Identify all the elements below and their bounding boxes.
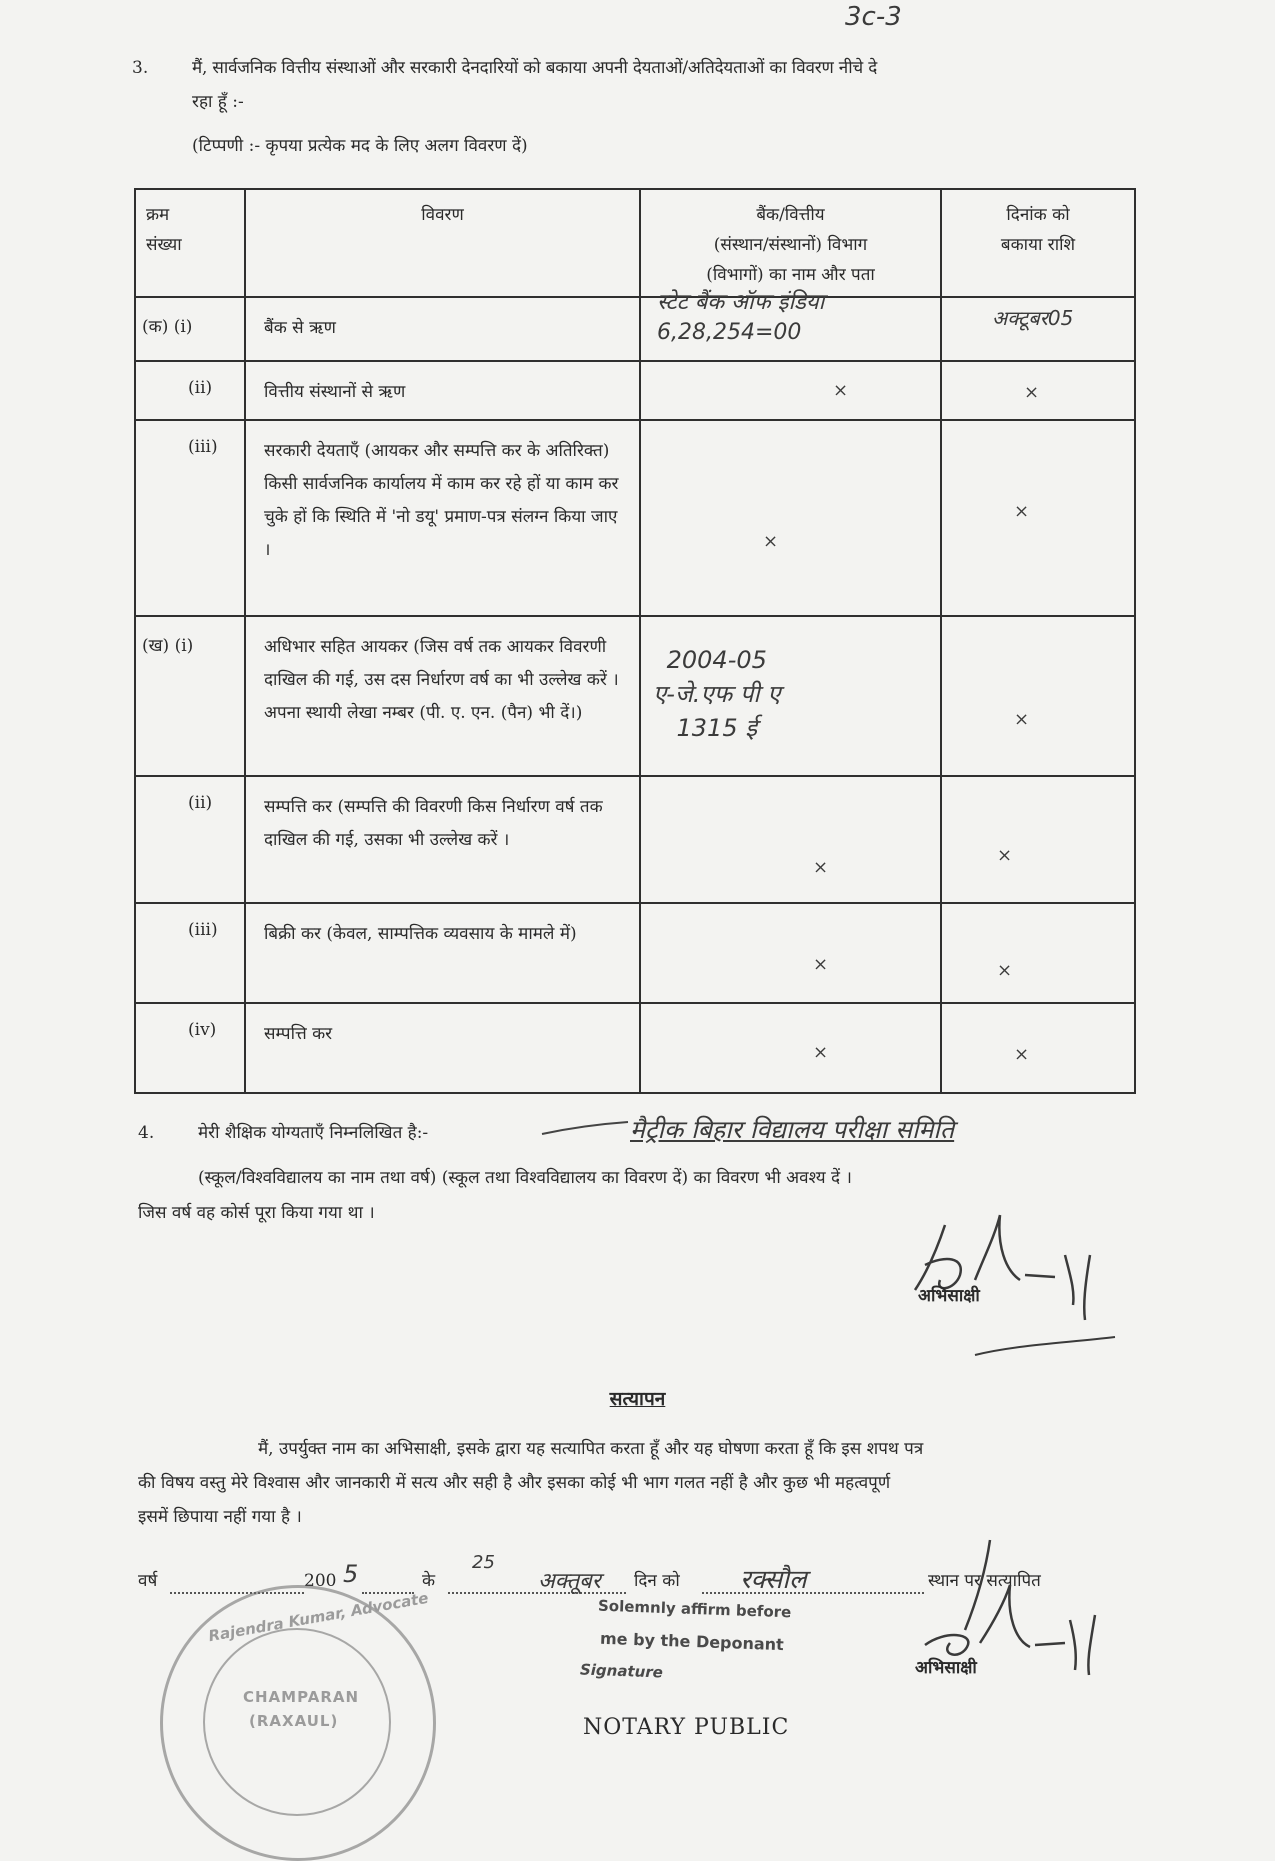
table-row <box>135 616 1135 776</box>
year-handwritten: 5 <box>343 1560 359 1588</box>
cross-mark: × <box>997 960 1013 981</box>
table-row <box>135 420 1135 616</box>
table-row <box>135 361 1135 420</box>
place-handwritten: रक्सौल <box>740 1565 807 1595</box>
day-label: दिन को <box>634 1571 680 1591</box>
section4-label: मेरी शैक्षिक योग्यताएँ निम्नलिखित है:- <box>198 1123 429 1143</box>
place-label: स्थान पर सत्यापित <box>928 1571 1041 1591</box>
header-details: विवरण <box>245 189 640 297</box>
header-bank: बैंक/वित्तीय (संस्थान/संस्थानों) विभाग (विभागों) का नाम और पता <box>640 189 941 297</box>
notary-line2: me by the Deponant <box>599 1628 785 1655</box>
verification-line3: इसमें छिपाया नहीं गया है । <box>138 1507 302 1527</box>
notary-line3: Signature <box>579 1660 664 1682</box>
cross-mark: × <box>1024 382 1040 403</box>
cross-mark: × <box>1014 1044 1030 1065</box>
row-serial: (ख) (i) <box>142 636 194 656</box>
cross-mark: × <box>763 531 779 552</box>
stamp-name: Rajendra Kumar, Advocate <box>207 1588 430 1646</box>
table-row <box>135 903 1135 1003</box>
verification-line2: की विषय वस्तु मेरे विश्वास और जानकारी में सत्य और सही है और इसका कोई भी भाग गलत नहीं है और कुछ भी महत्वपूर्ण <box>138 1473 891 1493</box>
section3-note: (टिप्पणी :- कृपया प्रत्येक मद के लिए अलग विवरण दें) <box>192 136 528 156</box>
row-serial: (ii) <box>188 378 213 398</box>
header-serial: क्रम संख्या <box>135 189 245 297</box>
cross-mark: × <box>1014 501 1030 522</box>
liabilities-table <box>134 188 1136 1094</box>
bank-loan-handwritten: स्टेट बैंक ऑफ इंडिया 6,28,254=00 <box>657 290 825 345</box>
row-description: सरकारी देयताएँ (आयकर और सम्पत्ति कर के अतिरिक्त) किसी सार्वजनिक कार्यालय में काम कर रहे हों या काम कर चुके हों कि स्थिति में 'नो डयू' प्रमाण-पत्र संलग्न किया जाए । <box>264 441 619 560</box>
section4-number: 4. <box>138 1123 155 1143</box>
row-serial: (iv) <box>188 1020 217 1040</box>
table-row <box>135 1003 1135 1093</box>
deponent-label: अभिसाक्षी <box>918 1286 980 1306</box>
income-tax-handwritten: 2004-05 ए-जे.एफ पी ए 1315 ई <box>653 646 781 742</box>
notary-line1: Solemnly affirm before <box>597 1596 792 1622</box>
year-prefix: 200 <box>304 1571 337 1591</box>
cross-mark: × <box>1014 709 1030 730</box>
day-handwritten: 25 <box>472 1552 495 1573</box>
cross-mark: × <box>813 1042 829 1063</box>
row-serial: (क) (i) <box>142 317 193 337</box>
month-handwritten: अक्तूबर <box>538 1569 601 1594</box>
section3-number: 3. <box>132 58 149 78</box>
advocate-stamp <box>160 1585 436 1861</box>
cross-mark: × <box>997 845 1013 866</box>
qualification-handwritten: मैट्रीक बिहार विद्यालय परीक्षा समिति <box>630 1115 955 1144</box>
page-number-mark: 3c-3 <box>845 2 902 32</box>
notary-public-title: NOTARY PUBLIC <box>583 1715 790 1740</box>
section4-line2: (स्कूल/विश्वविद्यालय का नाम तथा वर्ष) (स्कूल तथा विश्वविद्यालय का विवरण दें) का विवरण भी अवश्य दें । <box>198 1168 852 1188</box>
row-description: अधिभार सहित आयकर (जिस वर्ष तक आयकर विवरणी दाखिल की गई, उस दस निर्धारण वर्ष का भी उल्लेख करें । अपना स्थायी लेखा नम्बर (पी. ए. एन. (पैन) भी दें।) <box>264 637 619 723</box>
row-description: वित्तीय संस्थानों से ऋण <box>264 382 406 402</box>
cross-mark: × <box>813 954 829 975</box>
row-serial: (iii) <box>188 437 218 457</box>
table-row <box>135 776 1135 903</box>
row-description: सम्पत्ति कर (सम्पत्ति की विवरणी किस निर्धारण वर्ष तक दाखिल की गई, उसका भी उल्लेख करें । <box>264 797 603 850</box>
cross-mark: × <box>813 857 829 878</box>
bank-loan-date-handwritten: अक्टूबर05 <box>992 306 1074 330</box>
section3-intro-line2: रहा हूँ :- <box>192 92 244 112</box>
table-row <box>135 297 1135 361</box>
row-description: सम्पत्ति कर <box>264 1024 333 1044</box>
year-label: वर्ष <box>138 1571 158 1591</box>
ke-label: के <box>422 1571 436 1591</box>
place-dotted-line <box>702 1592 924 1594</box>
header-amount: दिनांक को बकाया राशि <box>941 189 1135 297</box>
row-description: बैंक से ऋण <box>264 318 336 338</box>
section3-intro-line1: मैं, सार्वजनिक वित्तीय संस्थाओं और सरकारी देनदारियों को बकाया अपनी देयताओं/अतिदेयताओं का विवरण नीचे दे <box>192 58 878 78</box>
table-header-row <box>135 189 1135 297</box>
deponent-label-2: अभिसाक्षी <box>915 1658 977 1678</box>
verification-line1: मैं, उपर्युक्त नाम का अभिसाक्षी, इसके द्वारा यह सत्यापित करता हूँ और यह घोषणा करता हूँ कि इस शपथ पत्र <box>258 1439 924 1459</box>
cross-mark: × <box>833 380 849 401</box>
row-description: बिक्री कर (केवल, साम्पत्तिक व्यवसाय के मामले में) <box>264 924 577 944</box>
pen-stroke-decoration <box>540 1120 630 1140</box>
row-serial: (ii) <box>188 793 213 813</box>
stamp-place2: (RAXAUL) <box>249 1712 339 1730</box>
row-serial: (iii) <box>188 920 218 940</box>
stamp-place1: CHAMPARAN <box>243 1688 360 1706</box>
section4-line3: जिस वर्ष वह कोर्स पूरा किया गया था । <box>138 1203 375 1223</box>
verification-heading: सत्यापन <box>609 1388 666 1410</box>
